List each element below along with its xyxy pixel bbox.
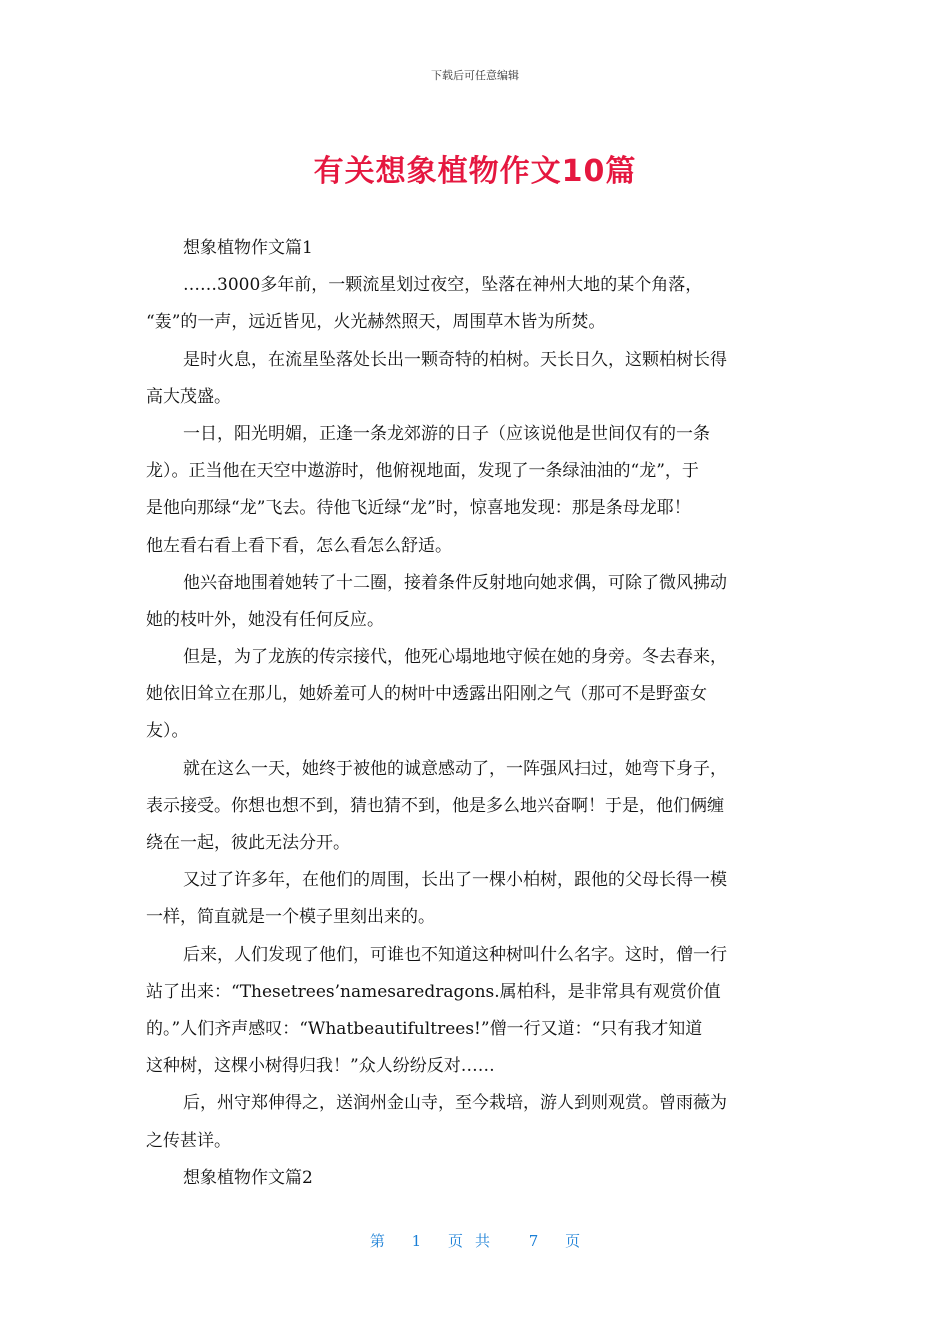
document-title: 有关想象植物作文10篇 [313,154,637,189]
text-line: ……3000多年前，一颗流星划过夜空，坠落在神州大地的某个角落， [183,275,703,296]
footer-total-number: 7 [528,1232,539,1250]
text-line: 一样，简直就是一个模子里刻出来的。 [146,907,435,928]
footer-page-word: 第 [369,1232,385,1250]
footer-page-number: 1 [411,1232,422,1250]
text-line: 想象植物作文篇1 [183,238,313,258]
text-line: 想象植物作文篇2 [183,1167,313,1188]
text-line: 是他向那绿“龙”飞去。待他飞近绿“龙”时，惊喜地发现：那是条母龙耶！ [146,498,691,519]
text-line: 站了出来：“Thesetrees’namesaredragons.属柏科，是非常具有观赏价值 [146,981,721,1002]
text-line: 的。”人们齐声感叹：“Whatbeautifultrees!”僧一行又道：“只有我才知道 [146,1018,703,1039]
text-line: 就在这么一天，她终于被他的诚意感动了，一阵强风扫过，她弯下身子， [183,758,727,779]
document-body [146,230,806,1197]
text-line: 后，州守郑伸得之，送润州金山寺，至今栽培，游人到则观赏。曾雨薇为 [183,1093,727,1114]
text-line: 友）。 [146,721,189,742]
text-line: 是时火息，在流星坠落处长出一颗奇特的柏树。天长日久，这颗柏树长得 [183,349,727,370]
text-line: 一日，阳光明媚，正逢一条龙郊游的日子（应该说他是世间仅有的一条 [183,423,710,444]
text-line: 她的枝叶外，她没有任何反应。 [146,609,384,630]
text-line: 绕在一起，彼此无法分开。 [146,833,350,853]
footer-total-word: 页共 [447,1232,502,1250]
footer-page-suffix: 页 [565,1232,581,1250]
header-note: 下载后可任意编辑 [431,69,519,82]
text-line: 这种树，这棵小树得归我！”众人纷纷反对…… [146,1056,495,1077]
text-line: 之传甚详。 [146,1130,231,1151]
text-line: “轰”的一声，远近皆见，火光赫然照天，周围草木皆为所焚。 [146,312,606,333]
text-line: 表示接受。你想也想不到，猜也猜不到，他是多么地兴奋啊！于是，他们俩缠 [146,795,724,816]
text-line: 后来，人们发现了他们，可谁也不知道这种树叫什么名字。这时，僧一行 [183,944,727,965]
text-line: 高大茂盛。 [146,386,231,407]
text-line: 她依旧耸立在那儿，她娇羞可人的树叶中透露出阳刚之气（那可不是野蛮女 [146,684,707,705]
text-line: 他兴奋地围着她转了十二圈，接着条件反射地向她求偶，可除了微风拂动 [183,572,727,593]
text-line: 但是，为了龙族的传宗接代，他死心塌地地守候在她的身旁。冬去春来， [183,647,727,668]
text-line: 又过了许多年，在他们的周围，长出了一棵小柏树，跟他的父母长得一模 [183,870,727,891]
text-line: 龙）。正当他在天空中遨游时，他俯视地面，发现了一条绿油油的“龙”，于 [146,461,699,482]
page-footer [0,1230,950,1251]
text-line: 他左看右看上看下看，怎么看怎么舒适。 [146,535,452,556]
